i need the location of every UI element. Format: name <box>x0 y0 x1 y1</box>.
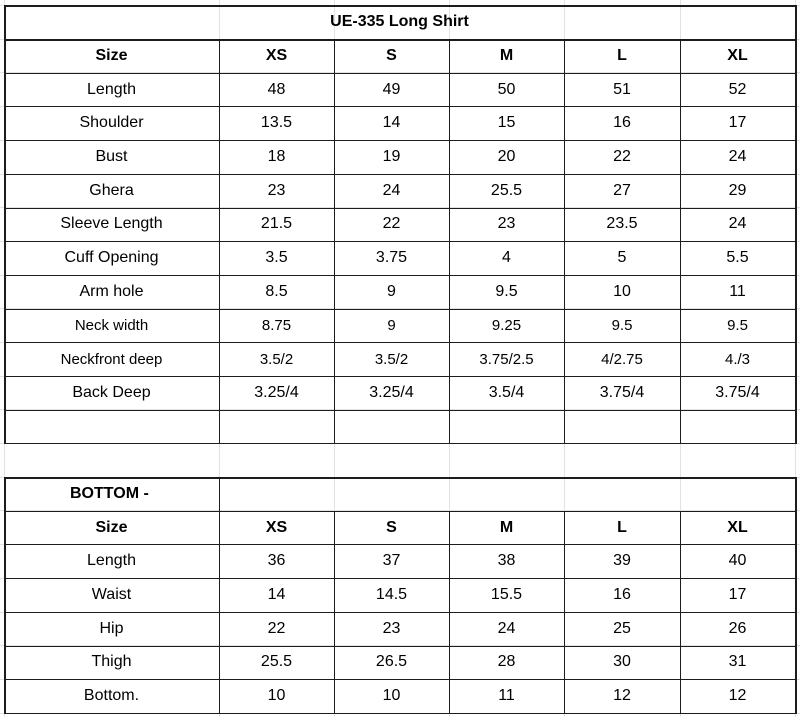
table-cell[interactable]: 3.25/4 <box>369 383 414 401</box>
table-cell[interactable]: 14 <box>267 585 286 603</box>
size-column-header[interactable]: M <box>499 518 514 536</box>
table-border <box>795 5 797 444</box>
table-border <box>680 39 681 444</box>
size-column-header[interactable]: XL <box>727 46 748 64</box>
table-cell[interactable]: 49 <box>382 80 401 98</box>
table-border <box>4 5 6 444</box>
table-cell[interactable]: 24 <box>497 619 516 637</box>
table-cell[interactable]: 12 <box>613 687 631 705</box>
measurement-label[interactable]: Thigh <box>91 653 132 671</box>
table-cell[interactable]: 10 <box>382 687 401 705</box>
table-border <box>4 477 796 479</box>
table-cell[interactable]: 27 <box>613 181 631 199</box>
table-border <box>449 39 450 444</box>
table-border <box>4 477 6 714</box>
size-column-header[interactable]: L <box>617 46 627 64</box>
table-border <box>449 511 450 714</box>
table-cell[interactable]: 3.75 <box>375 249 408 267</box>
table-cell[interactable]: 3.75/4 <box>599 383 645 401</box>
table-cell[interactable]: 38 <box>497 552 516 570</box>
measurement-label[interactable]: Neckfront deep <box>60 350 163 368</box>
table-cell[interactable]: 24 <box>728 147 747 165</box>
table-cell[interactable]: 9.5 <box>611 316 633 334</box>
table-cell[interactable]: 9.5 <box>727 316 748 334</box>
measurement-label[interactable]: Waist <box>91 585 132 603</box>
table-cell[interactable]: 3.75/4 <box>715 383 760 401</box>
table-cell[interactable]: 51 <box>613 80 631 98</box>
table-cell[interactable]: 52 <box>728 80 747 98</box>
table-cell[interactable] <box>334 410 449 444</box>
table-cell[interactable]: 22 <box>267 619 286 637</box>
table-cell[interactable]: 16 <box>613 585 631 603</box>
table-cell[interactable]: 9.25 <box>491 316 522 334</box>
table-cell[interactable]: 15 <box>497 114 516 132</box>
measurement-label[interactable]: Neck width <box>74 316 149 334</box>
table-cell[interactable]: 11 <box>498 687 515 705</box>
measurement-label[interactable]: Ghera <box>89 181 134 199</box>
table-cell[interactable]: 26 <box>728 619 747 637</box>
table-cell[interactable]: 11 <box>729 282 746 300</box>
measurement-label[interactable]: Length <box>87 80 136 98</box>
table-cell[interactable]: 14 <box>382 114 401 132</box>
table-cell[interactable]: 10 <box>267 687 286 705</box>
size-header[interactable]: Size <box>95 518 128 536</box>
table-cell[interactable]: 23 <box>267 181 286 199</box>
table-border <box>334 39 335 444</box>
table-cell[interactable]: 26.5 <box>375 653 408 671</box>
table-cell[interactable]: 4./3 <box>724 350 751 368</box>
table-cell[interactable]: 22 <box>613 147 631 165</box>
table-cell[interactable]: 24 <box>382 181 401 199</box>
table-cell[interactable]: 37 <box>382 552 401 570</box>
table-cell[interactable]: 30 <box>613 653 631 671</box>
table-cell[interactable]: 8.75 <box>261 316 292 334</box>
table-border <box>4 713 796 714</box>
table-cell[interactable]: 5.5 <box>726 249 749 267</box>
table-cell[interactable]: 9 <box>387 316 396 334</box>
table-cell[interactable]: 23.5 <box>606 215 638 233</box>
table-border <box>564 39 565 444</box>
table-border <box>680 511 681 714</box>
table-cell[interactable]: 36 <box>267 552 286 570</box>
size-column-header[interactable]: S <box>386 518 397 536</box>
table-cell[interactable]: 23 <box>497 215 516 233</box>
table-border <box>564 511 565 714</box>
measurement-label[interactable] <box>4 410 219 444</box>
table-cell[interactable]: 3.75/2.5 <box>479 350 534 368</box>
table-cell[interactable]: 3.25/4 <box>254 383 299 401</box>
table-cell[interactable]: 3.5 <box>265 249 288 267</box>
table-cell[interactable]: 12 <box>728 687 747 705</box>
table-border <box>334 511 335 714</box>
table-cell[interactable]: 31 <box>728 653 747 671</box>
table-cell[interactable]: 15.5 <box>490 585 523 603</box>
table-cell[interactable]: 28 <box>497 653 516 671</box>
table-cell[interactable]: 25.5 <box>490 181 523 199</box>
measurement-label[interactable]: Cuff Opening <box>64 249 159 267</box>
size-column-header[interactable]: L <box>617 518 627 536</box>
table-cell[interactable]: 29 <box>728 181 747 199</box>
table-border <box>795 477 797 714</box>
table-cell[interactable]: 3.5/4 <box>488 383 525 401</box>
table-cell[interactable]: 10 <box>613 282 631 300</box>
table-cell[interactable]: 24 <box>728 215 747 233</box>
table-border <box>219 39 220 444</box>
table-cell[interactable]: 9 <box>387 282 396 300</box>
table-cell[interactable]: 4/2.75 <box>601 350 643 368</box>
table-border <box>219 477 220 714</box>
measurement-label[interactable]: Bottom. <box>83 687 140 705</box>
table-cell[interactable] <box>564 410 680 444</box>
table-title[interactable]: UE-335 Long Shirt <box>330 13 469 30</box>
table-cell[interactable] <box>219 410 334 444</box>
table-cell[interactable]: 5 <box>617 249 627 267</box>
table-cell[interactable]: 18 <box>267 147 286 165</box>
measurement-label[interactable]: Sleeve Length <box>60 215 163 233</box>
table-cell[interactable]: 25 <box>613 619 631 637</box>
table-cell[interactable]: 13.5 <box>260 114 293 132</box>
table-cell[interactable]: 14.5 <box>375 585 408 603</box>
table-cell[interactable]: 16 <box>613 114 631 132</box>
table-cell[interactable]: 25.5 <box>260 653 293 671</box>
table-cell[interactable]: 19 <box>382 147 401 165</box>
measurement-label[interactable]: Shoulder <box>79 114 144 132</box>
table-cell[interactable]: 9.5 <box>495 282 518 300</box>
table-cell[interactable]: 3.5/2 <box>374 350 409 368</box>
size-column-header[interactable]: S <box>386 46 397 64</box>
table-cell[interactable] <box>680 410 795 444</box>
measurement-label[interactable]: Arm hole <box>79 282 144 300</box>
table-cell[interactable]: 23 <box>382 619 401 637</box>
table-cell[interactable] <box>449 410 564 444</box>
table-cell[interactable]: 22 <box>382 215 401 233</box>
size-column-header[interactable]: XS <box>265 518 288 536</box>
table-cell[interactable]: 17 <box>728 114 747 132</box>
table-cell[interactable]: 3.5/2 <box>259 350 294 368</box>
table-cell[interactable]: 8.5 <box>265 282 288 300</box>
size-column-header[interactable]: XL <box>727 518 748 536</box>
table-border <box>4 5 796 7</box>
size-column-header[interactable]: XS <box>265 46 288 64</box>
table-cell[interactable]: 21.5 <box>260 215 293 233</box>
measurement-label[interactable]: Hip <box>99 619 124 637</box>
table-cell[interactable]: 48 <box>267 80 286 98</box>
measurement-label[interactable]: Back Deep <box>72 383 151 401</box>
size-column-header[interactable]: M <box>499 46 514 64</box>
table-border <box>4 443 796 444</box>
table-cell[interactable]: 39 <box>613 552 631 570</box>
section-title[interactable]: BOTTOM - <box>70 484 149 502</box>
table-cell[interactable]: 50 <box>497 80 516 98</box>
measurement-label[interactable]: Bust <box>95 147 128 165</box>
table-cell[interactable]: 40 <box>728 552 747 570</box>
table-cell[interactable]: 4 <box>502 249 511 267</box>
measurement-label[interactable]: Length <box>87 552 136 570</box>
table-cell[interactable]: 20 <box>497 147 516 165</box>
size-header[interactable]: Size <box>95 46 128 64</box>
table-cell[interactable]: 17 <box>728 585 747 603</box>
